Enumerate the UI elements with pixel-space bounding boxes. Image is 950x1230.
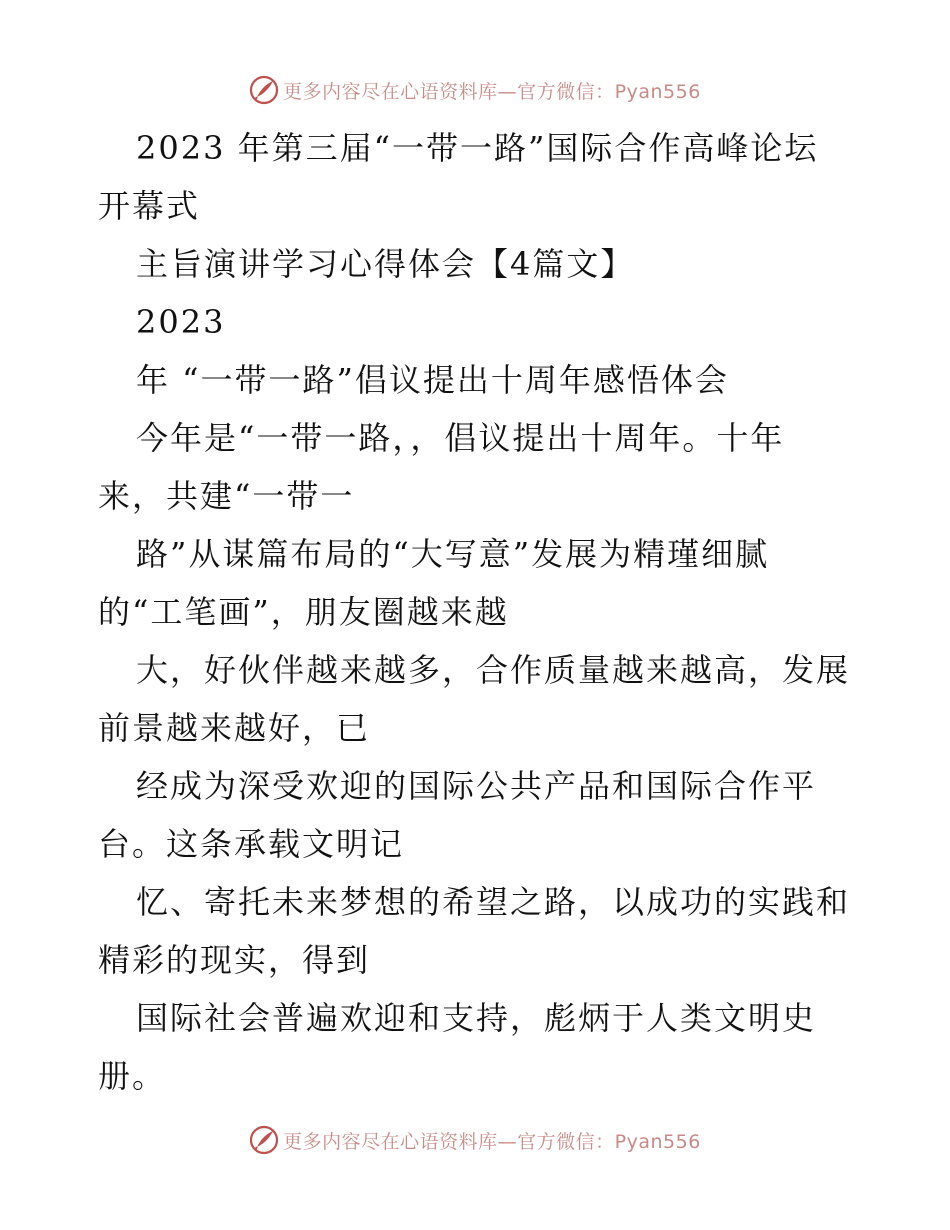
- paragraph-line: 来，共建“一带一: [98, 477, 355, 515]
- title-line-2: 开幕式: [98, 187, 201, 225]
- section-heading: 年 “一带一路”倡议提出十周年感悟体会: [136, 361, 729, 399]
- paragraph-line: 大，好伙伴越来越多，合作质量越来越高，发展: [136, 651, 851, 689]
- subtitle-line: 主旨演讲学习心得体会【4篇文】: [136, 245, 635, 283]
- paragraph-line: 经成为深受欢迎的国际公共产品和国际合作平: [136, 767, 817, 805]
- paragraph-line: 的“工笔画”，朋友圈越来越: [98, 593, 509, 631]
- paragraph-line: 册。: [98, 1057, 167, 1095]
- watermark-text: 更多内容尽在心语资料库—官方微信：Pyan556: [283, 80, 701, 103]
- paragraph-line: 精彩的现实，得到: [98, 941, 371, 979]
- paragraph-line: 今年是“一带一路，，倡议提出十周年。十年: [136, 419, 785, 457]
- title-line-1: 2023 年第三届“一带一路”国际合作高峰论坛: [136, 129, 819, 167]
- paragraph-line: 台。这条承载文明记: [98, 825, 405, 863]
- paragraph-line: 前景越来越好，已: [98, 709, 371, 747]
- paragraph-line: 路”从谋篇布局的“大写意”发展为精瑾细腻: [136, 535, 770, 573]
- watermark-header: [0, 70, 950, 110]
- paragraph-line: 国际社会普遍欢迎和支持，彪炳于人类文明史: [136, 999, 817, 1037]
- watermark-text: 更多内容尽在心语资料库—官方微信：Pyan556: [283, 1130, 701, 1153]
- quill-logo-icon: [249, 1125, 279, 1155]
- paragraph-line: 忆、寄托未来梦想的希望之路，以成功的实践和: [136, 883, 851, 921]
- quill-logo-icon: [249, 75, 279, 105]
- section-year: 2023: [136, 303, 226, 341]
- watermark-footer: [0, 1120, 950, 1160]
